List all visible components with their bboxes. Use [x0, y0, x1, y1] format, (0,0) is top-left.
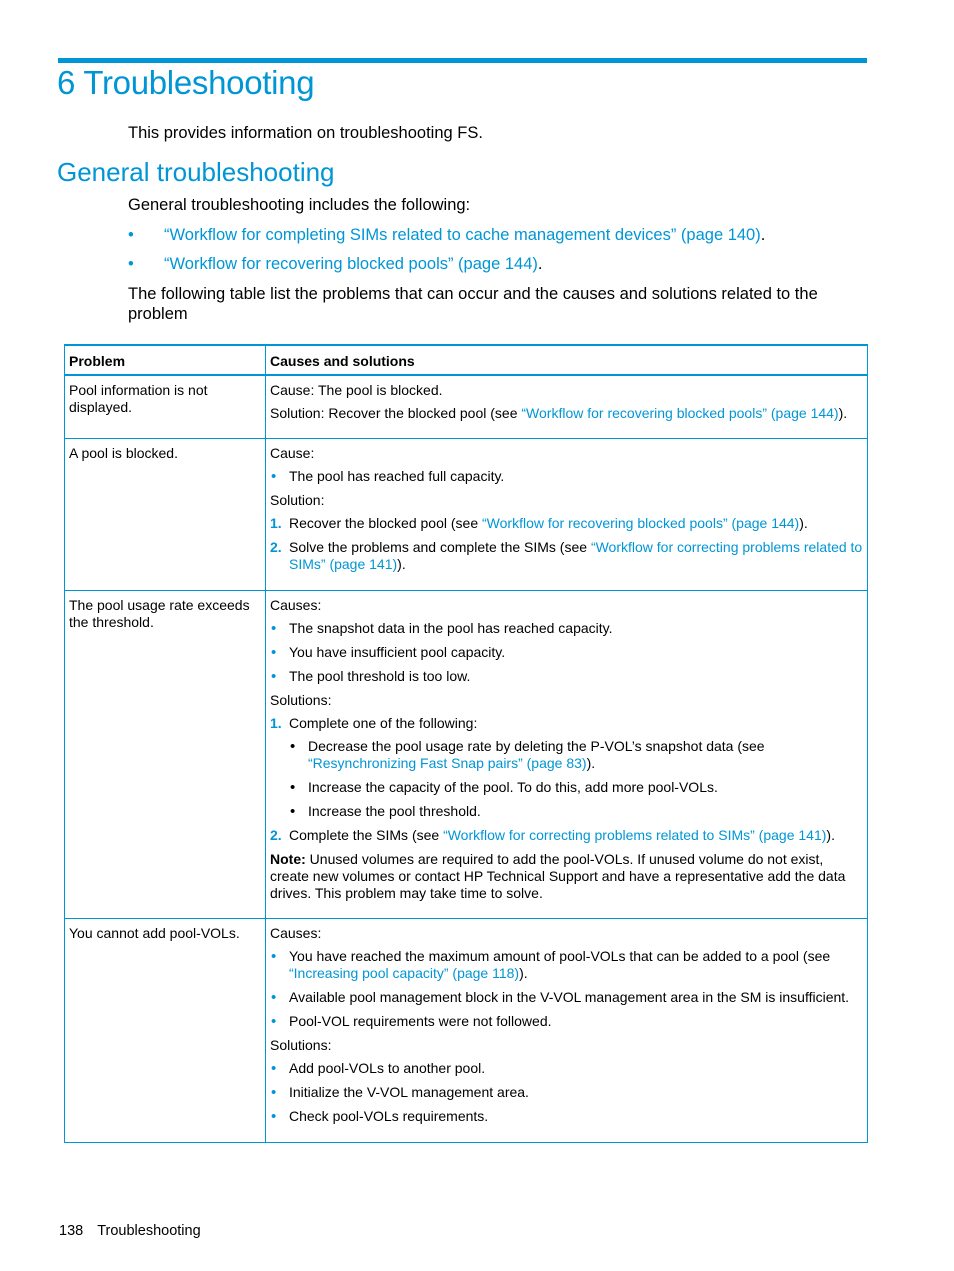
column-header-causes: Causes and solutions [266, 345, 868, 375]
chapter-title: 6 Troubleshooting [57, 64, 315, 101]
cause-item: • The pool has reached full capacity. [270, 468, 863, 485]
causes-cell [266, 591, 868, 919]
cause-label: Causes: [270, 925, 322, 941]
xref-link[interactable]: “Workflow for recovering blocked pools” (page 144) [482, 515, 800, 531]
solution-item: • Initialize the V-VOL management area. [270, 1084, 863, 1101]
solution-step: 1. Recover the blocked pool (see “Workflow for recovering blocked pools” (page 144)). [270, 515, 808, 531]
step-number: 2. [270, 539, 282, 555]
cause-item: • You have insufficient pool capacity. [270, 644, 863, 661]
page-footer [59, 1223, 201, 1239]
sub-item: • Decrease the pool usage rate by deleting the P-VOL’s snapshot data (see “Resynchronizing Fast Snap pairs” (page 83)). [289, 738, 863, 772]
xref-link[interactable]: “Workflow for correcting problems related to SIMs” (page 141) [443, 827, 827, 843]
solution-step: 2. Complete the SIMs (see “Workflow for correcting problems related to SIMs” (page 141)). [270, 827, 835, 843]
footer-section: Troubleshooting [97, 1223, 201, 1239]
problem-cell: Pool information is not displayed. [65, 375, 266, 439]
cause-item: • The snapshot data in the pool has reached capacity. [270, 620, 863, 637]
xref-link[interactable]: “Workflow for recovering blocked pools” (page 144) [521, 405, 839, 421]
bullet-icon: • [128, 255, 134, 273]
section-lead: General troubleshooting includes the following: [128, 196, 471, 214]
xref-link[interactable]: “Workflow for completing SIMs related to cache management devices” (page 140) [164, 226, 761, 244]
step-number: 1. [270, 715, 282, 731]
problem-cell: The pool usage rate exceeds the threshold. [65, 591, 266, 919]
solution-step: 2. Solve the problems and complete the SIMs (see “Workflow for correcting problems related to SIMs” (page 141)). [270, 539, 863, 572]
page-number: 138 [59, 1223, 84, 1239]
table-row [65, 439, 868, 591]
chapter-intro: This provides information on troubleshooting FS. [128, 124, 483, 142]
section-title: General troubleshooting [57, 157, 335, 187]
chapter-rule [58, 58, 867, 63]
causes-cell [266, 919, 868, 1143]
cause-label: Causes: [270, 597, 322, 613]
step-number: 2. [270, 827, 282, 843]
solution-text: Solution: Recover the blocked pool (see “Workflow for recovering blocked pools” (page 144)). [270, 405, 848, 421]
problem-cell: You cannot add pool-VOLs. [65, 919, 266, 1143]
cause-label: Cause: [270, 445, 315, 461]
xref-link[interactable]: “Workflow for recovering blocked pools” (page 144) [164, 255, 538, 273]
causes-cell [266, 439, 868, 591]
xref-link[interactable]: “Resynchronizing Fast Snap pairs” (page 83) [308, 755, 587, 771]
list-item [128, 226, 765, 245]
bullet-icon: • [128, 226, 134, 244]
sub-item: • Increase the pool threshold. [289, 803, 863, 820]
cause-item: • The pool threshold is too low. [270, 668, 863, 685]
sub-item: • Increase the capacity of the pool. To do this, add more pool-VOLs. [289, 779, 863, 796]
cause-text: Cause: The pool is blocked. [270, 382, 443, 398]
table-row [65, 919, 868, 1143]
cause-item: • Pool-VOL requirements were not followed. [270, 1013, 863, 1030]
table-row [65, 375, 868, 439]
cause-item: • Available pool management block in the V-VOL management area in the SM is insufficient. [270, 989, 863, 1006]
column-header-problem: Problem [65, 345, 266, 375]
solution-label: Solutions: [270, 692, 332, 708]
list-item [128, 255, 542, 274]
list-item-tail: . [760, 226, 766, 244]
cause-item: • You have reached the maximum amount of pool-VOLs that can be added to a pool (see “Increasing pool capacity” (page 118)). [270, 948, 863, 982]
note-text: Note: Unused volumes are required to add the pool-VOLs. If unused volume do not exist, create new volumes or contact HP Technical Support and have a representative add the data drives. This problem may take time to solve. [270, 851, 846, 901]
troubleshooting-table [64, 344, 868, 1143]
table-intro: The following table list the problems that can occur and the causes and solutions related to the problem [128, 285, 818, 323]
solution-step: 1. Complete one of the following: • Decrease the pool usage rate by deleting the P-VOL’s snapshot data (see “Resynchronizing Fast Snap pairs” (page 83)). • Increase the capacity of the pool. To do this, add more pool-VOLs. • Increase the pool threshold. [270, 715, 863, 820]
solution-label: Solutions: [270, 1037, 332, 1053]
solution-item: • Add pool-VOLs to another pool. [270, 1060, 863, 1077]
solution-label: Solution: [270, 492, 325, 508]
list-item-tail: . [537, 255, 543, 273]
xref-link[interactable]: “Increasing pool capacity” (page 118) [289, 965, 520, 981]
step-number: 1. [270, 515, 282, 531]
solution-item: • Check pool-VOLs requirements. [270, 1108, 863, 1125]
note-label: Note: [270, 851, 306, 867]
table-header-row [65, 345, 868, 375]
problem-cell: A pool is blocked. [65, 439, 266, 591]
causes-cell [266, 375, 868, 439]
table-row [65, 591, 868, 919]
xref-link[interactable]: “Workflow for correcting problems related to SIMs” (page 141) [289, 539, 863, 572]
